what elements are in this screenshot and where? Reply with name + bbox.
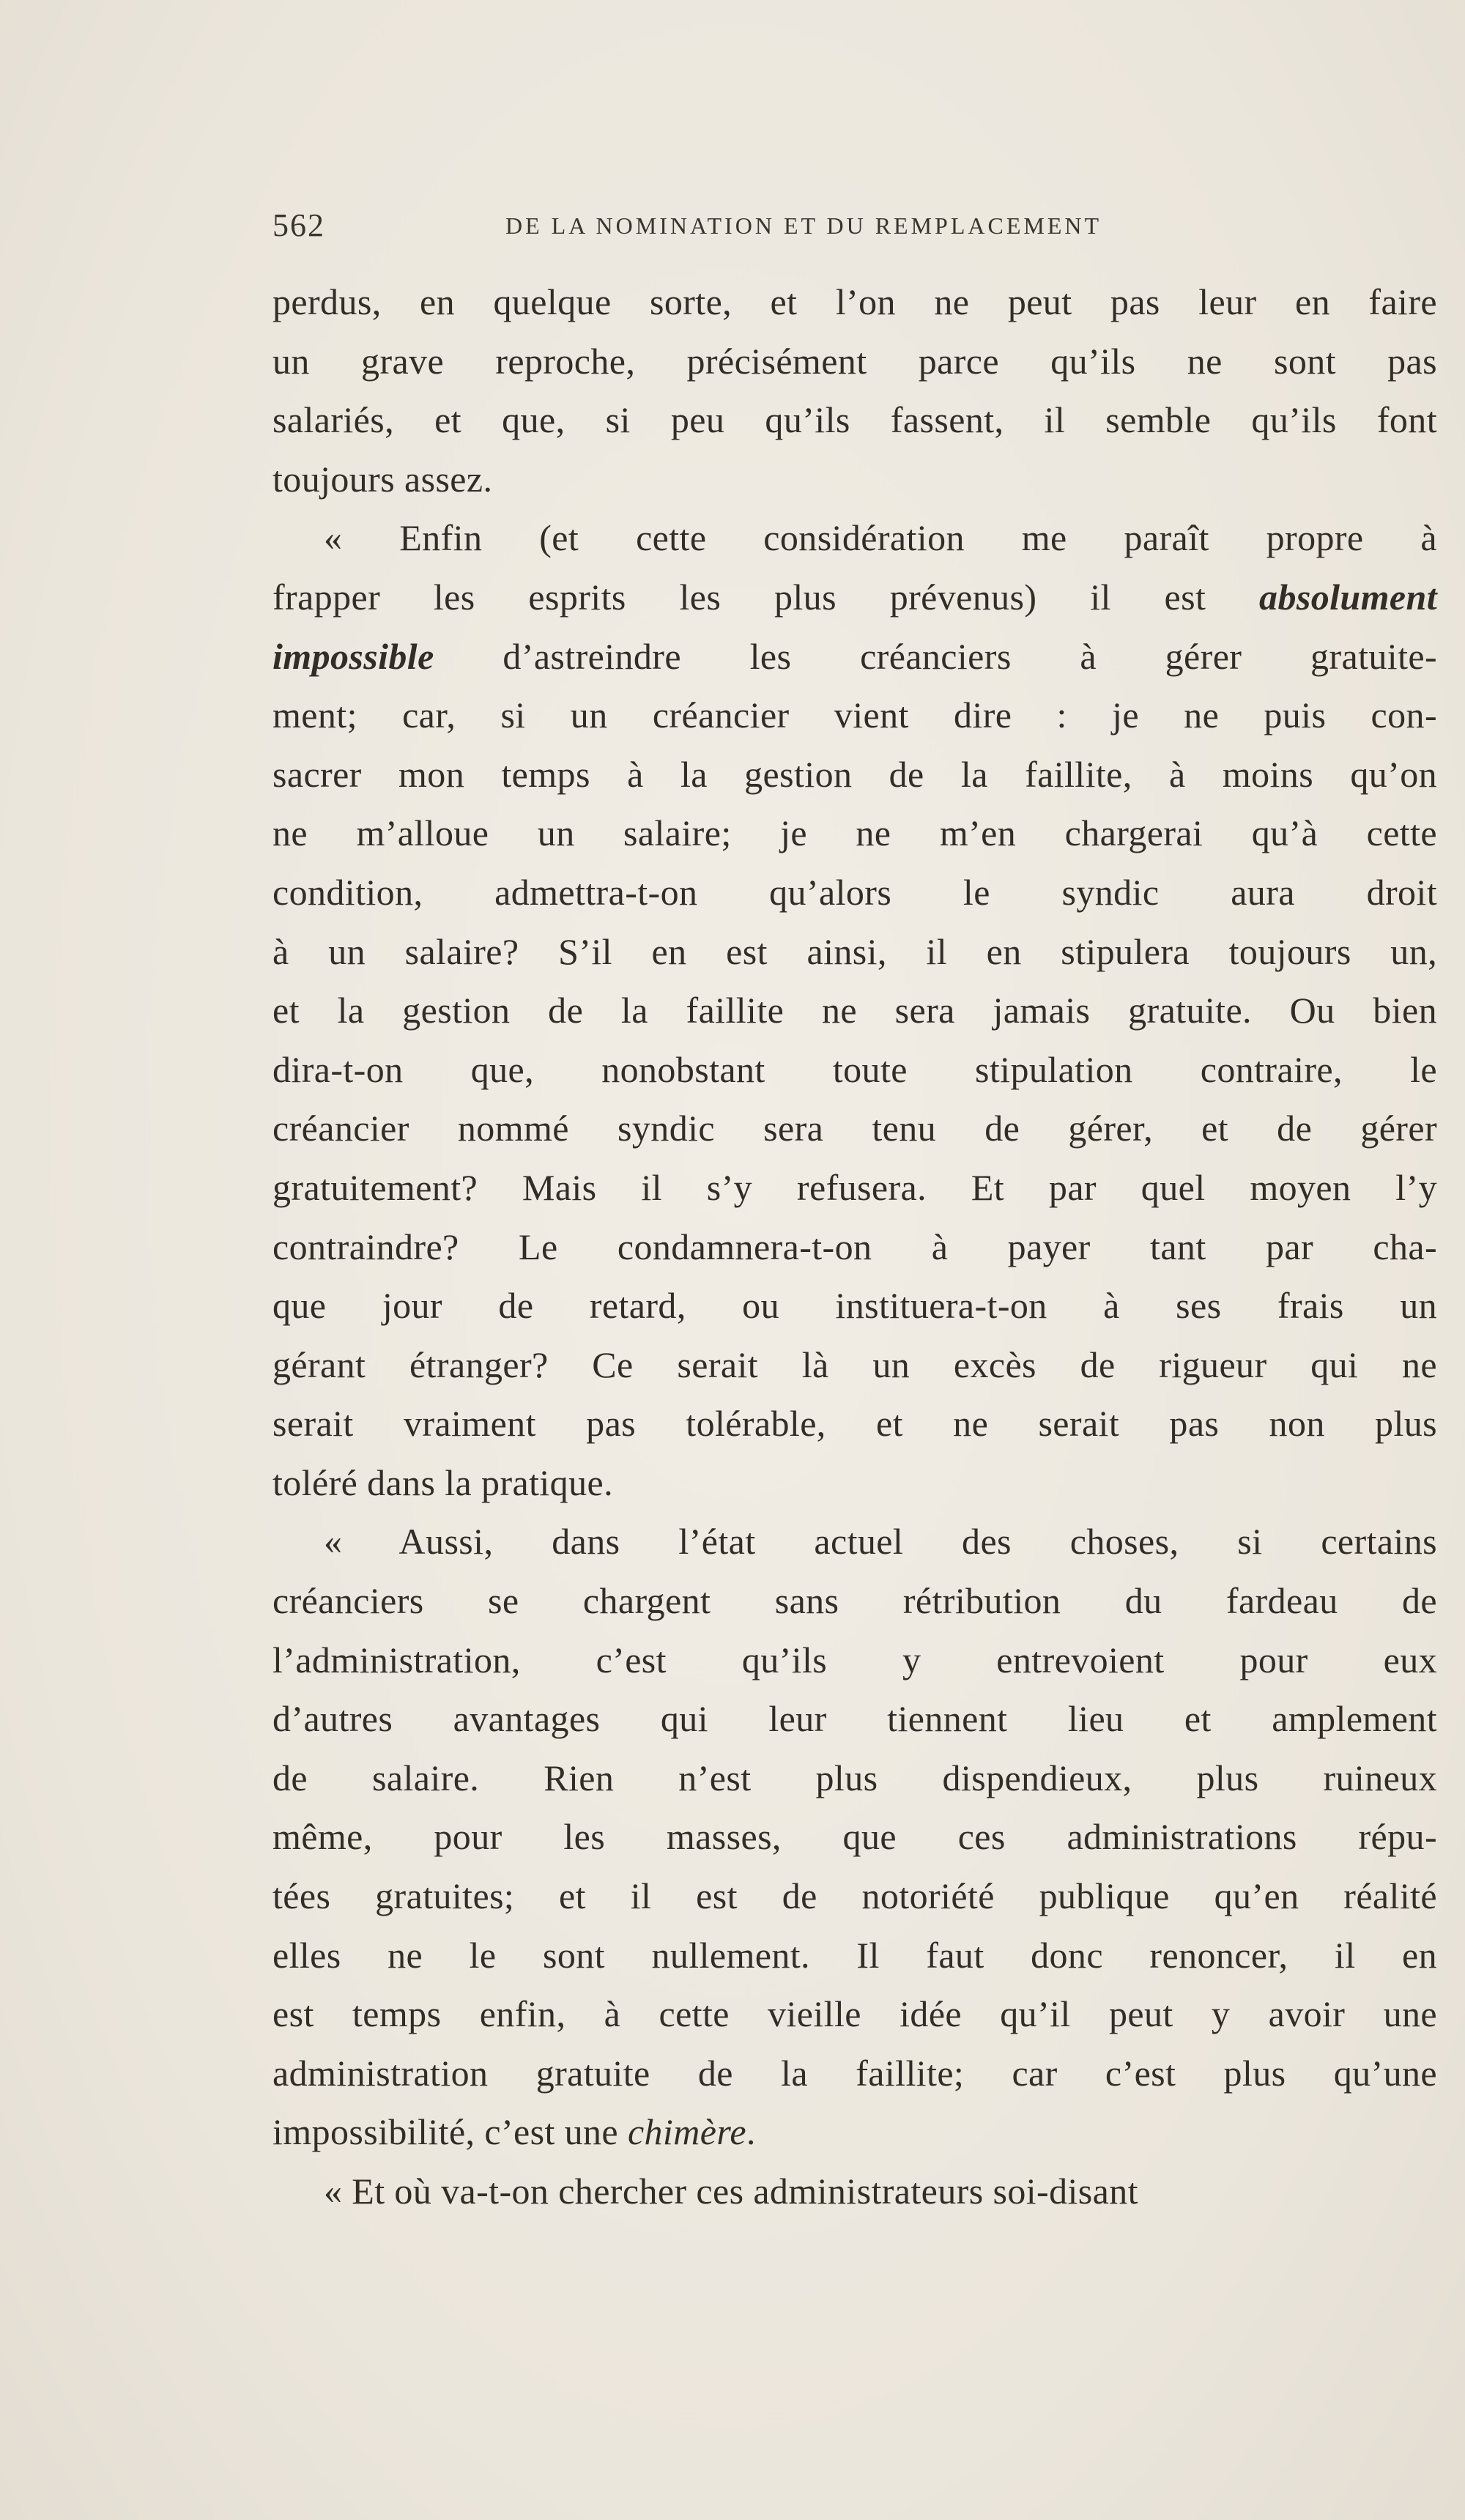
text-line bbox=[272, 686, 1437, 745]
page-header bbox=[272, 207, 1225, 251]
text-segment: tées gratuites; et il est de notoriété publique qu’en réalité bbox=[272, 1875, 1437, 1917]
text-line bbox=[272, 804, 1437, 863]
text-line bbox=[272, 2044, 1437, 2103]
text-line bbox=[272, 2162, 1437, 2221]
text-line bbox=[272, 1335, 1437, 1395]
text-line bbox=[272, 1631, 1437, 1690]
running-title: DE LA NOMINATION ET DU REMPLACEMENT bbox=[505, 212, 1102, 239]
text-line bbox=[272, 627, 1437, 686]
text-line bbox=[272, 863, 1437, 922]
text-line bbox=[272, 450, 1437, 509]
text-segment: « Aussi, dans l’état actuel des choses, si certains bbox=[324, 1521, 1437, 1563]
text-segment: de salaire. Rien n’est plus dispendieux, plus ruineux bbox=[272, 1757, 1437, 1798]
text-segment: toléré dans la pratique. bbox=[272, 1461, 613, 1503]
text-segment: . bbox=[746, 2111, 756, 2153]
text-line bbox=[272, 1394, 1437, 1453]
text-segment: l’administration, c’est qu’ils y entrevoient pour eux bbox=[272, 1639, 1437, 1680]
text-line bbox=[272, 1749, 1437, 1808]
text-segment: ne m’alloue un salaire; je ne m’en chargerai qu’à cette bbox=[272, 812, 1437, 854]
text-segment: créanciers se chargent sans rétribution du fardeau de bbox=[272, 1580, 1437, 1622]
text-segment: serait vraiment pas tolérable, et ne serait pas non plus bbox=[272, 1403, 1437, 1445]
text-line bbox=[272, 332, 1437, 391]
text-segment: contraindre? Le condamnera-t-on à payer tant par cha- bbox=[272, 1226, 1437, 1267]
text-segment: salariés, et que, si peu qu’ils fassent, il semble qu’ils font bbox=[272, 399, 1437, 441]
emphasis-text: impossible bbox=[272, 635, 434, 677]
text-line bbox=[272, 1926, 1437, 1985]
text-line bbox=[272, 273, 1437, 332]
text-segment: perdus, en quelque sorte, et l’on ne peut pas leur en faire bbox=[272, 281, 1437, 322]
text-line bbox=[272, 1867, 1437, 1926]
text-segment: elles ne le sont nullement. Il faut donc renoncer, il en bbox=[272, 1934, 1437, 1976]
text-segment: condition, admettra-t-on qu’alors le syndic aura droit bbox=[272, 871, 1437, 913]
text-segment: d’autres avantages qui leur tiennent lieu et amplement bbox=[272, 1698, 1437, 1740]
text-line bbox=[272, 508, 1437, 568]
text-segment: frapper les esprits les plus prévenus) il est bbox=[272, 576, 1260, 618]
text-line bbox=[272, 1512, 1437, 1571]
text-segment: que jour de retard, ou instituera-t-on à ses frais un bbox=[272, 1285, 1437, 1327]
text-line bbox=[272, 568, 1437, 627]
text-segment: ment; car, si un créancier vient dire : je ne puis con- bbox=[272, 694, 1437, 736]
text-line bbox=[272, 390, 1437, 450]
text-segment: à un salaire? S’il en est ainsi, il en stipulera toujours un, bbox=[272, 930, 1437, 972]
text-segment: d’astreindre les créanciers à gérer gratuite- bbox=[434, 635, 1437, 677]
text-segment: sacrer mon temps à la gestion de la faillite, à moins qu’on bbox=[272, 753, 1437, 795]
text-segment: créancier nommé syndic sera tenu de gérer, et de gérer bbox=[272, 1108, 1437, 1149]
text-line bbox=[272, 922, 1437, 982]
text-segment: est temps enfin, à cette vieille idée qu’il peut y avoir une bbox=[272, 1993, 1437, 2035]
text-line bbox=[272, 1689, 1437, 1749]
text-line bbox=[272, 2102, 1437, 2162]
text-line bbox=[272, 745, 1437, 804]
text-segment: un grave reproche, précisément parce qu’ils ne sont pas bbox=[272, 340, 1437, 382]
text-line bbox=[272, 981, 1437, 1040]
text-segment: impossibilité, c’est une bbox=[272, 2111, 628, 2153]
text-segment: dira-t-on que, nonobstant toute stipulation contraire, le bbox=[272, 1048, 1437, 1090]
body-text bbox=[272, 273, 1437, 2221]
text-segment: administration gratuite de la faillite; car c’est plus qu’une bbox=[272, 2052, 1437, 2094]
text-line bbox=[272, 1158, 1437, 1218]
text-line bbox=[272, 1807, 1437, 1867]
page-number: 562 bbox=[272, 207, 325, 243]
text-segment: « Et où va-t-on chercher ces administrateurs soi-disant bbox=[324, 2171, 1138, 2212]
text-segment: même, pour les masses, que ces administrations répu- bbox=[272, 1816, 1437, 1858]
text-line bbox=[272, 1040, 1437, 1100]
text-line bbox=[272, 1984, 1437, 2044]
text-segment: gratuitement? Mais il s’y refusera. Et par quel moyen l’y bbox=[272, 1166, 1437, 1208]
text-line bbox=[272, 1571, 1437, 1631]
text-segment: « Enfin (et cette considération me paraît propre à bbox=[324, 517, 1437, 559]
text-line bbox=[272, 1218, 1437, 1277]
text-segment: toujours assez. bbox=[272, 458, 493, 500]
text-line bbox=[272, 1453, 1437, 1513]
emphasis-text: absolument bbox=[1259, 576, 1437, 618]
text-line bbox=[272, 1276, 1437, 1335]
emphasis-text: chimère bbox=[627, 2111, 746, 2153]
text-line bbox=[272, 1099, 1437, 1158]
text-segment: et la gestion de la faillite ne sera jamais gratuite. Ou bien bbox=[272, 990, 1437, 1031]
text-segment: gérant étranger? Ce serait là un excès de rigueur qui ne bbox=[272, 1344, 1437, 1385]
